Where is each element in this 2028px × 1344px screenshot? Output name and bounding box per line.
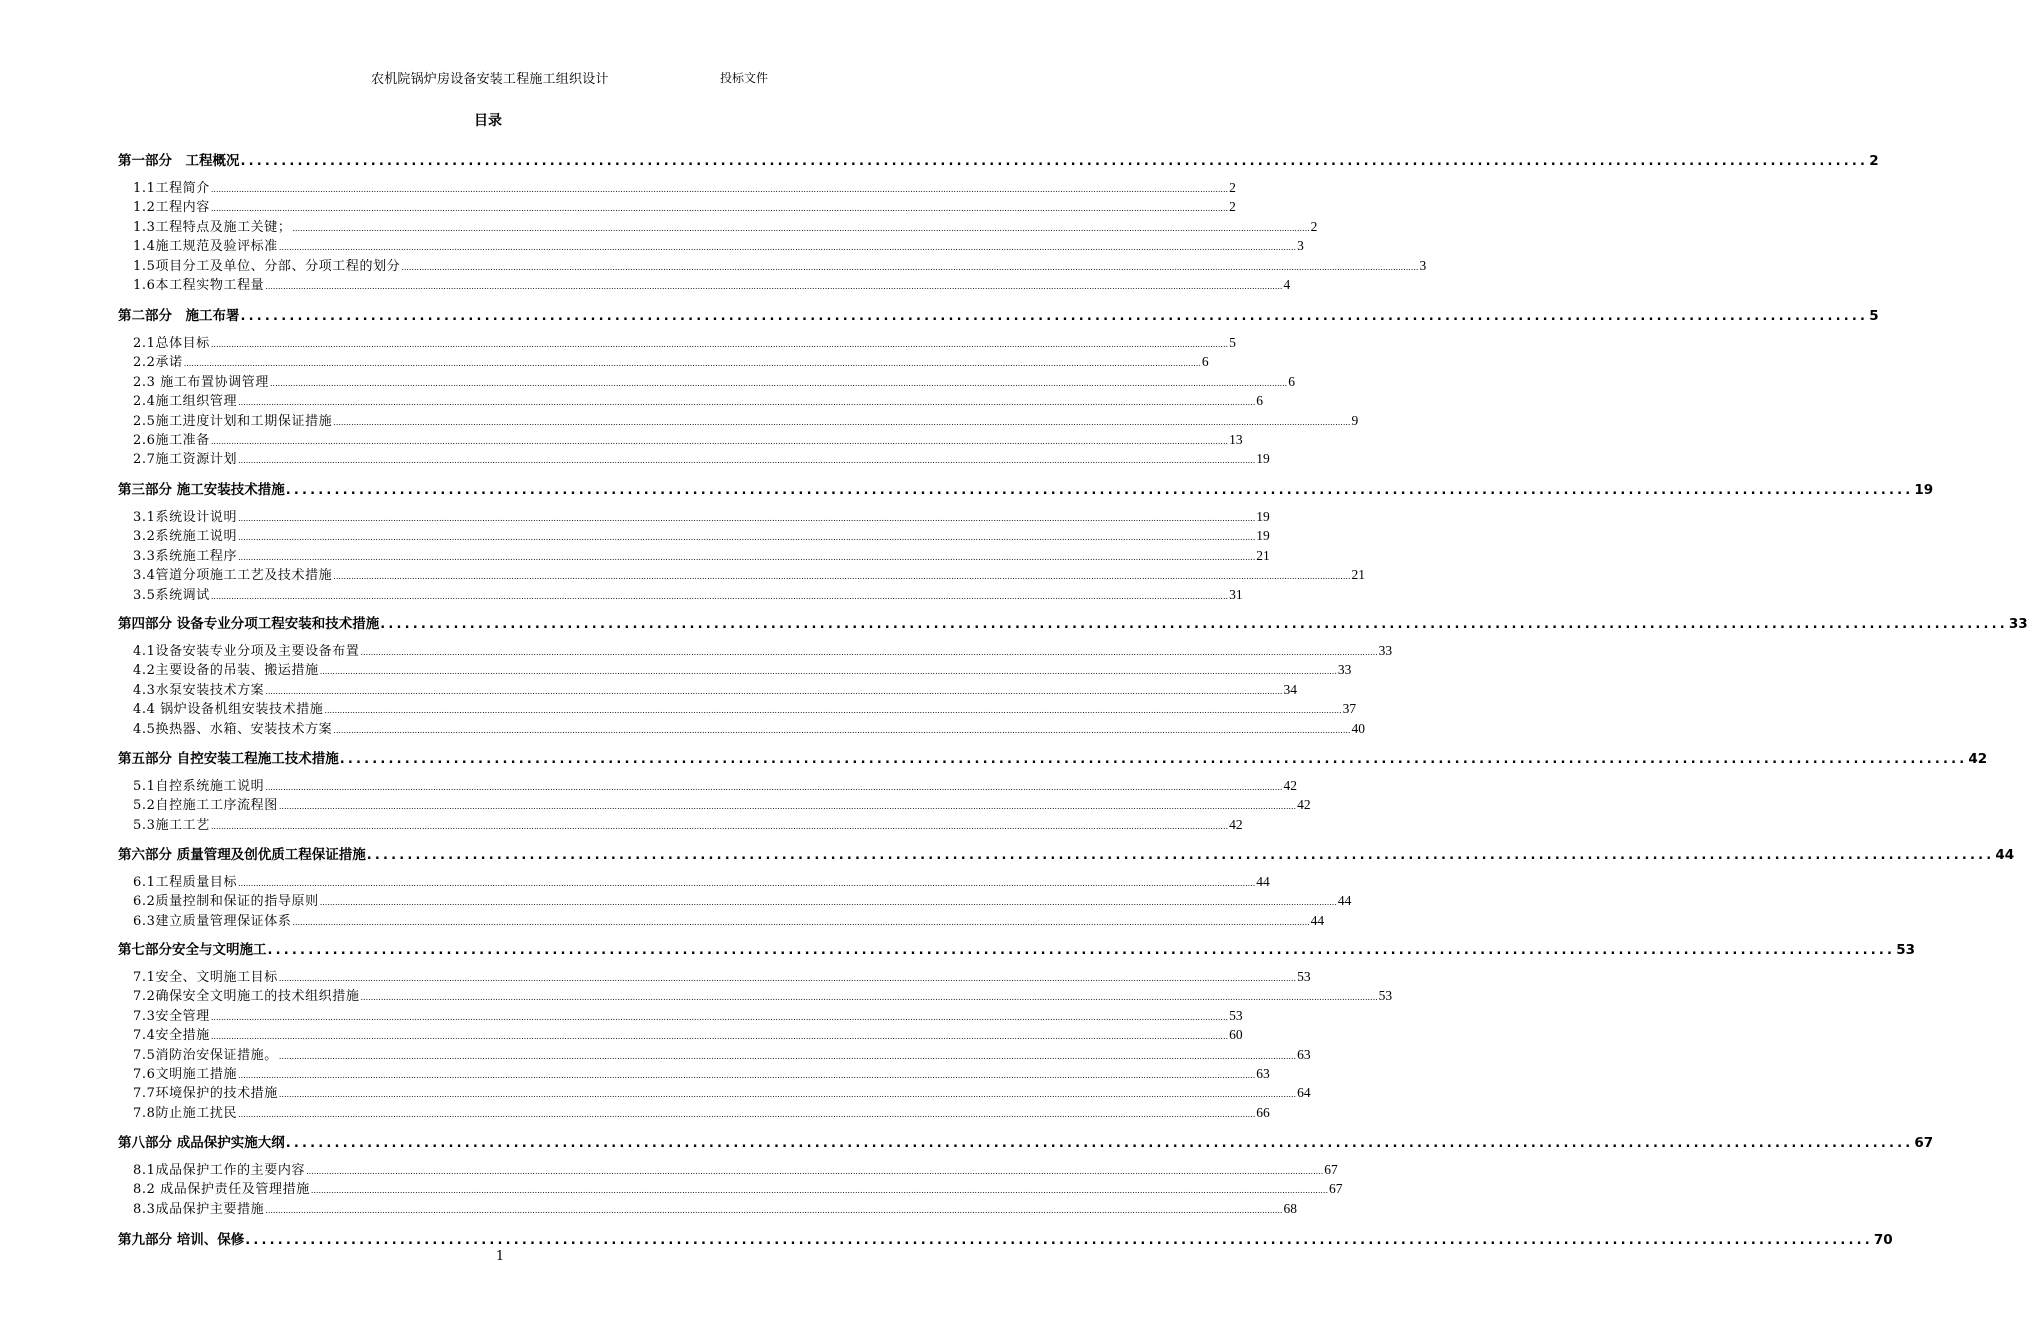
toc-entry-page: 33 (1337, 662, 1352, 678)
toc-entry-label: 8.2 成品保护责任及管理措施 (133, 1182, 310, 1198)
toc-leader-dots: ................................................................................................................................................................................................................................................................................................................................................................................................................ (238, 552, 1256, 562)
toc-leader-dots: ................................................................................................................................................................................................................................................................................................................................................................................................................ (210, 437, 1229, 446)
toc-entry-label: 7.4安全措施 (133, 1028, 210, 1044)
toc-entry-page: 21 (1351, 567, 1365, 583)
toc-entry-page: 6 (1256, 393, 1264, 409)
toc-entry-page: 63 (1297, 1046, 1311, 1062)
toc-entry-page: 37 (1342, 701, 1357, 717)
toc-entry-label: 4.2主要设备的吊装、搬运措施 (133, 663, 319, 679)
toc-sub-entry[interactable] (133, 679, 1297, 698)
toc-entry-label: 1.1工程简介 (133, 181, 210, 196)
toc-leader-dots: ................................................................................................................................................................................................................................................................................................................................................................................................................ (238, 514, 1256, 523)
toc-entry-page: 44 (1337, 893, 1352, 909)
toc-entry-page: 42 (1283, 778, 1297, 793)
toc-leader-dots: ................................................................................................................................................................................................................................................................................................................................................................................................................ (210, 1032, 1229, 1042)
toc-entry-label: 7.8防止施工扰民 (133, 1105, 238, 1121)
toc-entry-page: 44 (1256, 874, 1270, 889)
toc-sub-entry[interactable] (133, 351, 1209, 371)
toc-entry-page: 44 (1310, 912, 1325, 928)
toc-entry-page: 67 (1914, 1135, 1934, 1151)
toc-sub-entry[interactable] (133, 177, 1236, 196)
toc-leader-dots: ................................................................................................................................................................................................................................................................................................................................................................................................................ (265, 686, 1283, 696)
toc-leader-dots: ................................................................................................................................................................................................................................................................................................................................................................................................................ (238, 1071, 1256, 1080)
toc-sub-entry[interactable] (133, 814, 1243, 833)
toc-sub-entry[interactable] (133, 718, 1365, 737)
toc-entry-label: 3.2系统施工说明 (133, 529, 238, 545)
toc-entry-label: 1.4施工规范及验评标准 (133, 239, 278, 255)
toc-sub-entry[interactable] (133, 659, 1352, 679)
toc-sub-entry[interactable] (133, 1005, 1243, 1024)
toc-leader-dots: ................................................................................................................................................................................................................................................................................................................................................................................................................ (210, 821, 1229, 831)
toc-leader-dots: ................................................................................................................................................................................................................................................................................................................................................................................................................ (210, 204, 1229, 214)
page-header (0, 68, 950, 88)
toc-sub-entry[interactable] (133, 390, 1264, 410)
toc-sub-entry[interactable] (133, 506, 1270, 525)
toc-leader-dots: ........................................................................................................................................................................................................ (240, 309, 1869, 324)
toc-sub-entry[interactable] (133, 196, 1236, 216)
toc-entry-label: 3.3系统施工程序 (133, 548, 238, 564)
toc-entry-label: 3.1系统设计说明 (133, 510, 238, 525)
toc-part-entry[interactable] (118, 149, 1879, 169)
toc-leader-dots: ................................................................................................................................................................................................................................................................................................................................................................................................................ (238, 398, 1256, 408)
toc-entry-label: 7.7环境保护的技术措施 (133, 1086, 278, 1102)
toc-sub-entry[interactable] (133, 429, 1243, 448)
toc-entry-label: 8.3成品保护主要措施 (133, 1201, 265, 1217)
toc-entry-label: 4.1设备安装专业分项及主要设备布置 (133, 644, 360, 659)
toc-entry-label: 第六部分 质量管理及创优质工程保证措施 (118, 847, 366, 863)
toc-entry-label: 第八部分 成品保护实施大纲 (118, 1135, 285, 1151)
toc-entry-page: 64 (1297, 1085, 1311, 1101)
toc-entry-page: 13 (1229, 432, 1243, 447)
toc-entry-page: 53 (1896, 942, 1915, 958)
toc-part-entry[interactable] (118, 747, 1988, 767)
toc-leader-dots: ................................................................................................................................................................................................................................................................................................................................................................................................................ (278, 1051, 1297, 1061)
toc-entry-label: 第五部分 自控安装工程施工技术措施 (118, 751, 339, 767)
toc-sub-entry[interactable] (133, 1178, 1343, 1198)
toc-sub-entry[interactable] (133, 235, 1304, 255)
toc-leader-dots: ................................................................................................................................................................................................................................................................................................................................................................................................................ (278, 802, 1297, 812)
document-tag: 投标文件 (720, 71, 769, 85)
toc-leader-dots: ................................................................................................................................................................................................................................................................................................................................................................................................................ (401, 262, 1419, 272)
document-title: 农机院锅炉房设备安装工程施工组织设计 (371, 72, 609, 87)
toc-entry-page: 19 (1256, 509, 1270, 524)
toc-entry-label: 2.6施工准备 (133, 433, 210, 448)
toc-leader-dots: ................................................................................................................................................................................................................................................................................................................................................................................................................ (238, 456, 1256, 466)
toc-leader-dots: ................................................................................................................................................................................................................................................................................................................................................................................................................ (292, 917, 1310, 927)
toc-sub-entry[interactable] (133, 371, 1295, 390)
toc-entry-label: 2.4施工组织管理 (133, 394, 238, 410)
toc-leader-dots: ................................................................................................................................................................................................................................................................................................................................................................................................................ (310, 1186, 1328, 1196)
toc-leader-dots: ................................................................................................................................................................................................................................................................................................................................................................................................................ (238, 1109, 1256, 1119)
toc-entry-label: 7.3安全管理 (133, 1008, 210, 1024)
toc-leader-dots: ........................................................................................................................................................................................................ (267, 943, 1896, 958)
toc-sub-entry[interactable] (133, 1082, 1311, 1102)
toc-entry-label: 第七部分安全与文明施工 (118, 942, 267, 958)
toc-leader-dots: ................................................................................................................................................................................................................................................................................................................................................................................................................ (238, 533, 1256, 543)
toc-sub-entry[interactable] (133, 775, 1297, 794)
toc-entry-label: 4.5换热器、水箱、安装技术方案 (133, 721, 333, 737)
toc-entry-page: 34 (1283, 681, 1297, 697)
toc-entry-page: 53 (1378, 988, 1393, 1004)
toc-leader-dots: ................................................................................................................................................................................................................................................................................................................................................................................................................ (292, 223, 1310, 233)
toc-entry-label: 2.1总体目标 (133, 336, 210, 351)
toc-entry-label: 6.3建立质量管理保证体系 (133, 913, 292, 929)
toc-entry-page: 33 (1378, 643, 1393, 658)
toc-entry-page: 4 (1283, 277, 1291, 292)
toc-part-entry[interactable] (118, 612, 2028, 632)
toc-entry-page: 2 (1229, 199, 1236, 215)
toc-entry-page: 2 (1869, 153, 1879, 169)
toc-sub-entry[interactable] (133, 564, 1365, 584)
toc-entry-page: 3 (1419, 257, 1427, 273)
toc-sub-entry[interactable] (133, 545, 1270, 564)
toc-leader-dots: ........................................................................................................................................................................................................ (285, 483, 1914, 498)
toc-entry-page: 67 (1329, 1181, 1343, 1197)
page-number: 1 (495, 1249, 505, 1264)
toc-leader-dots: ................................................................................................................................................................................................................................................................................................................................................................................................................ (324, 706, 1342, 716)
toc-entry-label: 第九部分 培训、保修 (118, 1232, 245, 1248)
toc-entry-page: 6 (1288, 373, 1295, 389)
toc-leader-dots: ................................................................................................................................................................................................................................................................................................................................................................................................................ (319, 667, 1337, 677)
toc-entry-label: 7.1安全、文明施工目标 (133, 970, 278, 985)
toc-sub-entry[interactable] (133, 410, 1359, 429)
toc-entry-page: 19 (1256, 528, 1270, 544)
toc-sub-entry[interactable] (133, 216, 1318, 235)
toc-leader-dots: ................................................................................................................................................................................................................................................................................................................................................................................................................ (333, 417, 1351, 427)
toc-entry-label: 5.1自控系统施工说明 (133, 779, 265, 794)
toc-sub-entry[interactable] (133, 332, 1236, 351)
toc-sub-entry[interactable] (133, 890, 1352, 910)
toc-leader-dots: ........................................................................................................................................................................................................ (245, 1233, 1873, 1248)
toc-sub-entry[interactable] (133, 1044, 1311, 1063)
toc-leader-dots: ................................................................................................................................................................................................................................................................................................................................................................................................................ (360, 648, 1378, 657)
toc-leader-dots: ................................................................................................................................................................................................................................................................................................................................................................................................................ (265, 1205, 1283, 1215)
toc-heading: 目录 (474, 113, 502, 129)
toc-sub-entry[interactable] (133, 910, 1325, 929)
toc-entry-label: 7.2确保安全文明施工的技术组织措施 (133, 989, 360, 1005)
toc-entry-page: 60 (1229, 1027, 1243, 1043)
toc-leader-dots: ................................................................................................................................................................................................................................................................................................................................................................................................................ (270, 378, 1288, 388)
toc-part-entry[interactable] (118, 304, 1879, 324)
toc-sub-entry[interactable] (133, 1198, 1297, 1217)
toc-sub-entry[interactable] (133, 794, 1311, 814)
toc-entry-page: 67 (1324, 1162, 1338, 1177)
toc-leader-dots: ................................................................................................................................................................................................................................................................................................................................................................................................................ (238, 879, 1256, 888)
toc-entry-page: 40 (1351, 720, 1365, 736)
toc-leader-dots: ................................................................................................................................................................................................................................................................................................................................................................................................................ (278, 974, 1297, 983)
toc-part-entry[interactable] (118, 1228, 1893, 1248)
toc-leader-dots: ................................................................................................................................................................................................................................................................................................................................................................................................................ (319, 898, 1337, 908)
toc-leader-dots: ........................................................................................................................................................................................................ (339, 752, 1968, 767)
toc-entry-label: 第四部分 设备专业分项工程安装和技术措施 (118, 616, 380, 632)
toc-sub-entry[interactable] (133, 966, 1311, 985)
toc-entry-label: 6.1工程质量目标 (133, 875, 238, 890)
toc-leader-dots: ................................................................................................................................................................................................................................................................................................................................................................................................................ (265, 783, 1283, 792)
toc-entry-label: 第一部分 工程概况 (118, 153, 240, 169)
toc-sub-entry[interactable] (133, 448, 1270, 468)
toc-entry-page: 44 (1995, 847, 2015, 863)
toc-entry-label: 5.2自控施工工序流程图 (133, 798, 278, 814)
toc-leader-dots: ................................................................................................................................................................................................................................................................................................................................................................................................................ (278, 1090, 1297, 1100)
toc-entry-page: 63 (1256, 1066, 1270, 1081)
toc-entry-label: 2.5施工进度计划和工期保证措施 (133, 413, 333, 429)
toc-entry-page: 3 (1297, 238, 1304, 254)
toc-leader-dots: ........................................................................................................................................................................................................ (285, 1136, 1914, 1151)
toc-entry-label: 3.5系统调试 (133, 587, 210, 603)
toc-leader-dots: ................................................................................................................................................................................................................................................................................................................................................................................................................ (265, 282, 1283, 291)
toc-entry-label: 1.2工程内容 (133, 200, 210, 216)
toc-part-entry[interactable] (118, 843, 2015, 863)
toc-entry-label: 1.6本工程实物工程量 (133, 278, 265, 293)
toc-sub-entry[interactable] (133, 1159, 1338, 1178)
toc-entry-label: 2.2承诺 (133, 355, 183, 371)
toc-leader-dots: ................................................................................................................................................................................................................................................................................................................................................................................................................ (278, 243, 1297, 253)
toc-entry-page: 6 (1201, 354, 1209, 370)
toc-leader-dots: ........................................................................................................................................................................................................ (366, 848, 1995, 863)
toc-leader-dots: ................................................................................................................................................................................................................................................................................................................................................................................................................ (183, 359, 1201, 369)
toc-sub-entry[interactable] (133, 1063, 1270, 1082)
toc-entry-label: 2.3 施工布置协调管理 (133, 374, 270, 390)
toc-entry-page: 5 (1869, 308, 1879, 324)
toc-sub-entry[interactable] (133, 274, 1291, 293)
toc-leader-dots: ................................................................................................................................................................................................................................................................................................................................................................................................................ (360, 993, 1378, 1003)
toc-entry-label: 第三部分 施工安装技术措施 (118, 482, 285, 498)
toc-entry-page: 9 (1351, 412, 1359, 428)
toc-leader-dots: ........................................................................................................................................................................................................ (380, 617, 2008, 632)
toc-part-entry[interactable] (118, 1131, 1934, 1151)
toc-sub-entry[interactable] (133, 871, 1270, 890)
toc-leader-dots: ................................................................................................................................................................................................................................................................................................................................................................................................................ (306, 1167, 1324, 1176)
toc-entry-label: 4.3水泵安装技术方案 (133, 682, 265, 698)
toc-leader-dots: ................................................................................................................................................................................................................................................................................................................................................................................................................ (210, 591, 1229, 601)
toc-entry-label: 4.4 锅炉设备机组安装技术措施 (133, 702, 324, 718)
toc-entry-page: 5 (1229, 335, 1236, 350)
toc-leader-dots: ................................................................................................................................................................................................................................................................................................................................................................................................................ (210, 185, 1229, 194)
toc-entry-page: 19 (1256, 451, 1270, 467)
toc-entry-label: 第二部分 施工布署 (118, 308, 240, 324)
toc-entry-label: 2.7施工资源计划 (133, 452, 238, 468)
toc-entry-page: 21 (1256, 547, 1270, 563)
toc-sub-entry[interactable] (133, 640, 1393, 659)
toc-leader-dots: ........................................................................................................................................................................................................ (240, 154, 1869, 169)
toc-sub-entry[interactable] (133, 1024, 1243, 1044)
toc-sub-entry[interactable] (133, 584, 1243, 603)
toc-entry-page: 53 (1229, 1007, 1243, 1023)
toc-entry-label: 1.3工程特点及施工关键； (133, 219, 292, 235)
toc-sub-entry[interactable] (133, 1102, 1270, 1121)
toc-leader-dots: ................................................................................................................................................................................................................................................................................................................................................................................................................ (333, 725, 1351, 735)
toc-entry-label: 6.2质量控制和保证的指导原则 (133, 894, 319, 910)
toc-leader-dots: ................................................................................................................................................................................................................................................................................................................................................................................................................ (210, 1012, 1229, 1022)
toc-entry-page: 42 (1968, 751, 1988, 767)
toc-part-entry[interactable] (118, 478, 1934, 498)
toc-entry-label: 3.4管道分项施工工艺及技术措施 (133, 568, 333, 584)
toc-entry-page: 68 (1283, 1200, 1297, 1216)
toc-entry-page: 33 (2008, 616, 2028, 632)
toc-sub-entry[interactable] (133, 255, 1427, 274)
toc-sub-entry[interactable] (133, 698, 1357, 718)
toc-sub-entry[interactable] (133, 985, 1393, 1005)
toc-entry-page: 66 (1256, 1104, 1270, 1120)
toc-leader-dots: ................................................................................................................................................................................................................................................................................................................................................................................................................ (210, 340, 1229, 349)
toc-entry-page: 2 (1310, 218, 1318, 234)
toc-entry-label: 8.1成品保护工作的主要内容 (133, 1163, 306, 1178)
toc-entry-label: 5.3施工工艺 (133, 817, 210, 833)
toc-entry-label: 7.5消防治安保证措施。 (133, 1047, 278, 1063)
toc-entry-page: 31 (1229, 586, 1243, 602)
toc-entry-page: 70 (1873, 1232, 1893, 1248)
toc-entry-page: 19 (1914, 482, 1934, 498)
toc-entry-page: 42 (1229, 816, 1243, 832)
toc-entry-page: 42 (1297, 797, 1311, 813)
toc-entry-page: 53 (1297, 969, 1311, 984)
toc-part-entry[interactable] (118, 938, 1915, 958)
toc-entry-label: 1.5项目分工及单位、分部、分项工程的划分 (133, 258, 401, 274)
toc-sub-entry[interactable] (133, 525, 1270, 545)
toc-entry-label: 7.6文明施工措施 (133, 1067, 238, 1082)
toc-entry-page: 2 (1229, 180, 1236, 195)
toc-leader-dots: ................................................................................................................................................................................................................................................................................................................................................................................................................ (333, 572, 1351, 582)
